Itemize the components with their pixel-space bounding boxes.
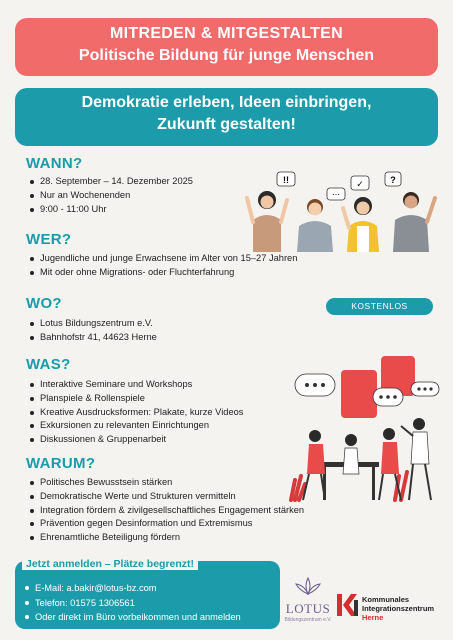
list-item: Kreative Ausdrucksformen: Plakate, kurze Videos (30, 406, 243, 420)
tagline-banner (15, 88, 438, 146)
list-item: Mit oder ohne Migrations- oder Fluchterfahrung (30, 266, 297, 280)
title-banner (15, 18, 438, 76)
tagline-line-2: Zukunft gestalten! (157, 116, 296, 133)
lotus-name: LOTUS (285, 601, 331, 616)
lotus-flower-icon (293, 576, 323, 596)
list-item: Exkursionen zu relevanten Einrichtungen (30, 419, 243, 433)
wer-list (30, 252, 297, 280)
phone-item[interactable]: Telefon: 01575 1306561 (25, 596, 241, 611)
email-item[interactable]: E-Mail: a.bakir@lotus-bz.com (25, 581, 241, 596)
list-item: Lotus Bildungszentrum e.V. (30, 317, 157, 331)
exclamation-mark: !! (283, 175, 289, 185)
lotus-logo (283, 576, 333, 626)
title-line-1: MITREDEN & MITGESTALTEN (110, 25, 343, 42)
ki-text (362, 595, 434, 622)
wann-heading: WANN? (26, 155, 83, 172)
list-item: Interaktive Seminare und Workshops (30, 378, 243, 392)
list-item: Politisches Bewusstsein stärken (30, 476, 304, 490)
contact-list (25, 581, 241, 625)
wo-list (30, 317, 157, 345)
ellipsis-mark: ... (332, 187, 340, 197)
warum-list (30, 476, 304, 545)
list-item: 28. September – 14. Dezember 2025 (30, 175, 193, 189)
ki-line-2: Integrationszentrum (362, 604, 435, 613)
ki-line-1: Kommunales (362, 595, 410, 604)
office-item: Oder direkt im Büro vorbeikommen und anmelden (25, 610, 241, 625)
title-line-2: Politische Bildung für junge Menschen (78, 47, 375, 64)
question-mark: ? (390, 175, 396, 185)
ki-logo (337, 592, 449, 622)
cta-heading: Jetzt anmelden – Plätze begrenzt! (22, 558, 198, 570)
was-list (30, 378, 243, 447)
ki-mark-icon (337, 592, 359, 618)
list-item: Ehrenamtliche Beteiligung fördern (30, 531, 304, 545)
list-item: Diskussionen & Gruppenarbeit (30, 433, 243, 447)
list-item: Bahnhofstr 41, 44623 Herne (30, 331, 157, 345)
wer-heading: WER? (26, 231, 72, 248)
list-item: Planspiele & Rollenspiele (30, 392, 243, 406)
check-mark: ✓ (356, 180, 364, 190)
people-discussing-illustration (245, 170, 445, 252)
list-item: Jugendliche und junge Erwachsene im Alter von 15–27 Jahren (30, 252, 297, 266)
list-item: Nur an Wochenenden (30, 189, 193, 203)
list-item: Demokratische Werte und Strukturen vermitteln (30, 490, 304, 504)
registration-box (15, 558, 280, 629)
group-discussion-illustration (285, 352, 445, 502)
list-item: Integration fördern & zivilgesellschaftliches Engagement stärken (30, 504, 304, 518)
ki-line-3: Herne (362, 613, 384, 622)
was-heading: WAS? (26, 356, 71, 373)
list-item: Prävention gegen Desinformation und Extremismus (30, 517, 304, 531)
wo-heading: WO? (26, 295, 62, 312)
free-badge: KOSTENLOS (326, 298, 433, 315)
wann-list (30, 175, 193, 216)
list-item: 9:00 - 11:00 Uhr (30, 203, 193, 217)
lotus-subtitle: Bildungszentrum e.V. (284, 617, 332, 623)
warum-heading: WARUM? (26, 455, 96, 472)
tagline-line-1: Demokratie erleben, Ideen einbringen, (81, 94, 372, 111)
